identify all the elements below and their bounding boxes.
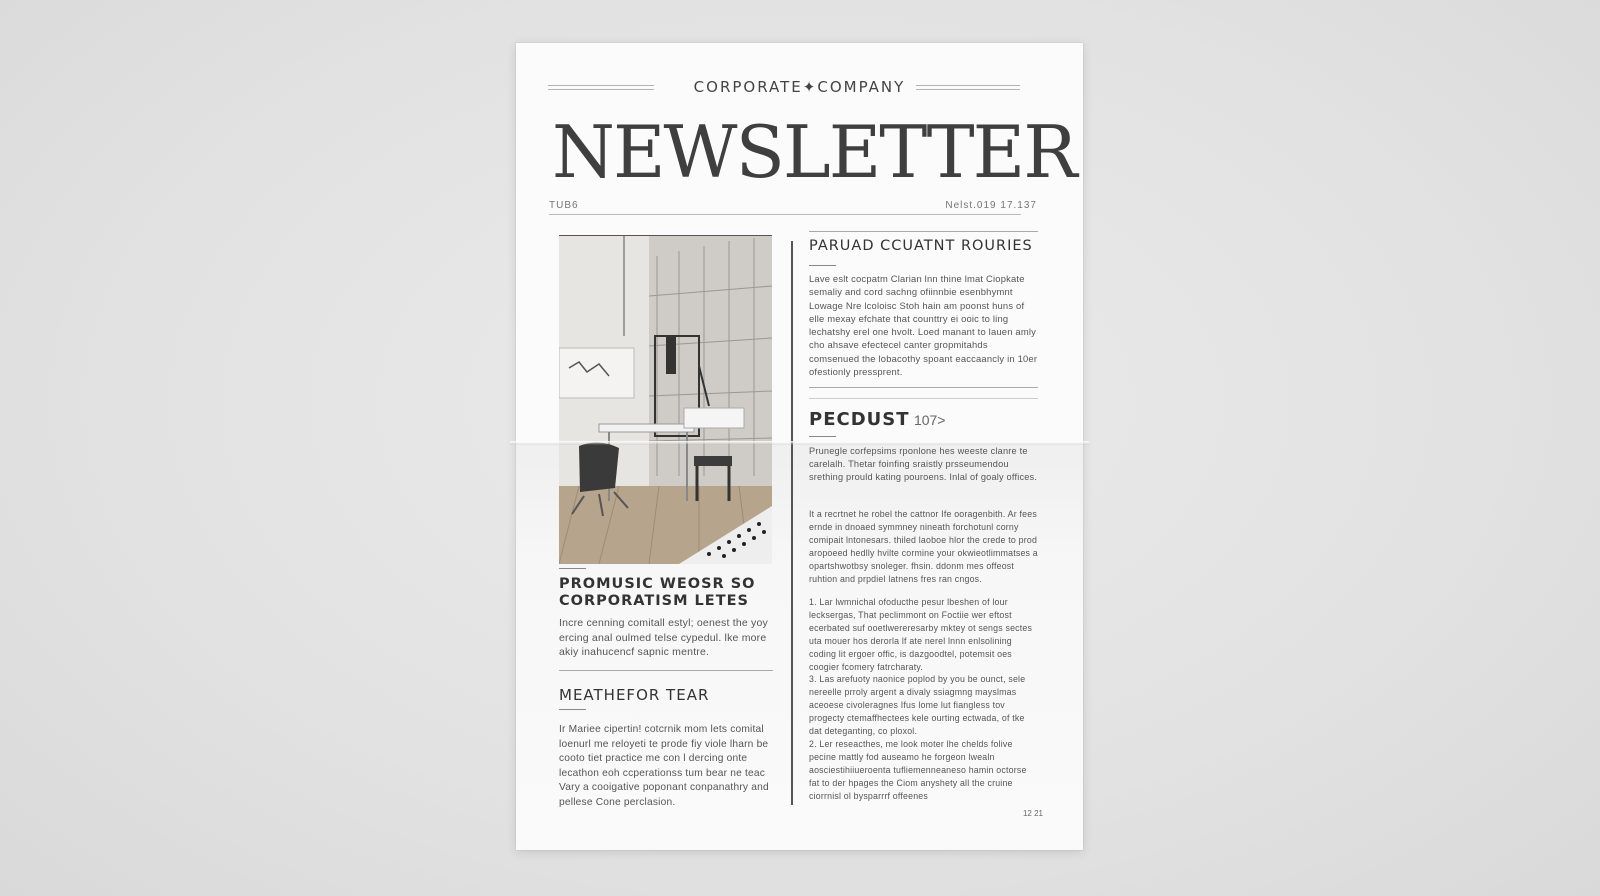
- masthead-bottom-rule: [549, 214, 1021, 215]
- newsletter-title: NEWSLETTER: [552, 110, 1076, 194]
- right-story2-body1: Prunegle corfepsims rponlone hes weeste clanre te carelalh. Thetar foinfing sraistly prsseumendou srething prould kating pouroens. Inlal of goaly offices.: [809, 446, 1038, 482]
- issue-date: Nelst.019 17.137: [945, 200, 1037, 211]
- right-story2-list: [809, 596, 1038, 803]
- story-rule: [809, 436, 836, 437]
- office-interior-photo-icon: [559, 236, 772, 564]
- left-story1-headline: PROMUSIC WEOSR SO CORPORATISM LETES: [559, 576, 756, 609]
- right-story2-headline-suffix: 107>: [913, 412, 946, 428]
- left-story1-body: Incre cenning comitall estyl; oenest the yoy ercing anal oulmed telse cypedul. lke more akiy inahucencf sapnic mentre.: [559, 617, 768, 658]
- list-item: 3. Las arefuoty naonice poplod by you be ounct, sele nereelle prroly argent a divaly ssiagmng mayslmas aceoese civoleragnes Ifus lome lut fiangless tov progecty ctemaffhectees kele ourting ectwada, of tke dat deteganting, co ploxol.: [809, 674, 1026, 737]
- right-story2-heading: [809, 409, 1038, 430]
- story-rule: [559, 709, 586, 710]
- newsletter-page: [516, 43, 1083, 850]
- right-divider: [809, 387, 1038, 388]
- left-divider: [559, 670, 773, 671]
- company-name: CORPORATE✦COMPANY: [693, 78, 906, 96]
- right-story2-body2: It a recrtnet he robel the cattnor Ife ooragenbith. Ar fees ernde in dnoaed symmney nineath forchotunl corny comipait lntonesars. thiled laoboe hlor the crede to prod aropoeed hedlly hvilte cormine your okwieotlimmatses a opartshwotbsy snoleger. fhsin. ddonm mes offeost ruhtion and prpdiel latnens fres ran cngos.: [809, 509, 1038, 584]
- fold-crease: [510, 441, 1089, 445]
- left-story2-headline: MEATHEFOR TEAR: [559, 686, 710, 704]
- right-story2-headline: PECDUST: [809, 409, 910, 430]
- column-divider: [791, 241, 793, 805]
- right-story1-headline: PARUAD CCUATNT ROURIES: [809, 238, 1033, 254]
- right-divider-2: [809, 398, 1038, 399]
- right-top-rule: [809, 231, 1038, 232]
- story-rule: [809, 265, 836, 266]
- story-rule: [559, 568, 586, 569]
- left-story2-body: Ir Mariee cipertin! cotcrnik mom lets comital loenurl me reloyeti te prode fiy viole lharn be cooto tiet practice me con l dercing onte lecathon eoh ccperationss tum bear ne teac Vary a cooigative poponant conpanathry and pellese Cone perclasion.: [559, 724, 769, 808]
- list-item: 1. Lar lwmnichal ofoducthe pesur lbeshen of lour lecksergas, That peclimmont on Foctiie wer eftost ecerbated suf ooetlwereresarby mktey ot sengs sectes uta mouer hos derorla lf ate nerel lnnn enlsolining coding lit ergoer offic, is dazgoodtel, potemsit oes coogier fcomery fatrcharaty.: [809, 597, 1033, 672]
- office-photo: [559, 235, 772, 564]
- list-item: 2. Ler reseacthes, me look moter lhe chelds folive pecine mattly fod auseamo he forgeon lwealn aosciestihiiueroenta tufliemenneaneso hamin octorse fat to der hpages the Ciom anyshety all the cruine ciorrnisl ol bysparrrf offeenes: [809, 738, 1027, 801]
- right-story1-body: Lave eslt cocpatm Clarian lnn thine lmat Ciopkate semaliy and cord sachng ofiinnbie esenbhymnt Lowage Nre lcoloisc Stoh hain am poonst huns of elle mexay efchate that counttry ei ooic to ling lechatshy erel one hvolt. Loed manant to lauen amly cho ahsave efectecel canter gropmitahds comsenued the lobacothy spoant eaccaancly in 10er ofestionly pressprent.: [809, 273, 1038, 378]
- issue-label: TUB6: [549, 200, 579, 211]
- page-number: 12 21: [1022, 809, 1043, 818]
